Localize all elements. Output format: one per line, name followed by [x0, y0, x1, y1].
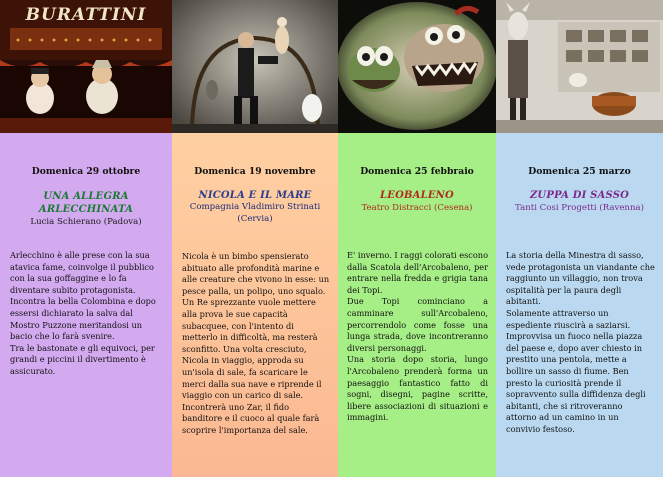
show-title: LEOBALENO: [380, 190, 454, 201]
show-column-3: [338, 0, 496, 477]
description-paragraph: Improvvisa un fuoco nella piazza del paese e, dopo aver chiesto in prestito una pentola, mette a bollire un sasso di fiume. Ben presto la curiosità prende il sopravvento sulla diffidenza degli abitanti, che si ritroveranno attorno ad un camino in un convivio festoso.: [506, 331, 646, 434]
show-title: ZUPPA DI SASSO: [529, 190, 630, 201]
description-paragraph: Una storia dopo storia, lungo l'Arcobaleno prenderà forma un paesaggio fantastico fatto di sogni, disegni, pagine scritte, libere associazioni di situazioni e immagini.: [347, 354, 488, 423]
show-title: NICOLA E IL MARE: [198, 190, 312, 201]
show-column-1: [0, 0, 172, 477]
puppet-theatre-illustration: [0, 0, 172, 133]
description-paragraph: Tra le bastonate e gli equivoci, per grandi e piccini il divertimento è assicurato.: [10, 342, 155, 376]
show-title: UNA ALLEGRA ARLECCHINATA: [38, 191, 134, 215]
stage-scene-illustration: [172, 0, 338, 133]
description-paragraph: Arlecchino è alle prese con la sua atavica fame, coinvolge il pubblico con la sua goffaggine e lo fa diventare subito protagonista. Incontra la bella Colombina e dopo essersi dichiarato la salva dal Mostro Puzzone meritandosi un bacio che lo farà svenire.: [10, 250, 156, 342]
show-description: [506, 250, 655, 436]
show-info-panel: [338, 133, 496, 477]
puppet-faces-illustration: [338, 0, 496, 133]
show-photo-arlecchino: [0, 0, 172, 133]
show-company: Teatro Distracci (Cesena): [361, 203, 473, 213]
show-photo-leobaleno: [338, 0, 496, 133]
show-info-panel: [0, 133, 172, 477]
show-info-panel: [172, 133, 338, 477]
show-date: Domenica 19 novembre: [194, 166, 316, 177]
show-photo-zuppa: [496, 0, 663, 133]
show-date: Domenica 29 ottobre: [31, 166, 141, 177]
show-date: Domenica 25 marzo: [528, 166, 631, 177]
show-description: [182, 251, 330, 437]
description-paragraph: La storia della Minestra di sasso, vede protagonista un viandante che raggiunto un villaggio, non trova ospitalità per la paura degli abitanti.: [506, 250, 655, 307]
burattini-banner-text: BURATTINI: [25, 5, 147, 25]
stage-pot-illustration: [496, 0, 663, 133]
show-description: [347, 250, 488, 424]
description-paragraph: Nicola è un bimbo spensierato abituato alle profondità marine e alle creature che vivono in esse: un pesce palla, un polipo, uno squalo. Un Re sprezzante vuole mettere alla prova le sue capacità subacquee, con l'intento di metterlo in difficoltà, ma resterà sconfitto. Una volta cresciuto, Nicola in viaggio, approda su un'isola di sale, fa scaricare le merci dalla sua nave e riprende il viaggio con un carico di sale. Incontrerà uno Zar, il fido banditore e il cuoco al quale farà scoprire l'importanza del sale.: [182, 251, 330, 435]
show-date: Domenica 25 febbraio: [360, 166, 474, 177]
description-paragraph: Due Topi cominciano a camminare sull'Arcobaleno, percorrendolo come fosse una lunga strada, dove incontreranno diversi personaggi.: [347, 296, 488, 353]
show-column-2: [172, 0, 338, 477]
show-company: Compagnia Vladimiro Strinati (Cervia): [189, 202, 321, 224]
show-company: Lucia Schierano (Padova): [30, 217, 142, 227]
show-photo-nicola: [172, 0, 338, 133]
description-paragraph: Solamente attraverso un espediente riuscirà a saziarsi.: [506, 307, 631, 330]
show-company: Tanti Cosi Progetti (Ravenna): [515, 203, 644, 213]
description-paragraph: E' inverno. I raggi colorati escono dalla Scatola dell'Arcobaleno, per entrare nella fredda e grigia tana dei Topi.: [347, 250, 488, 295]
show-description: [10, 250, 164, 378]
show-column-4: [496, 0, 663, 477]
show-info-panel: [496, 133, 663, 477]
